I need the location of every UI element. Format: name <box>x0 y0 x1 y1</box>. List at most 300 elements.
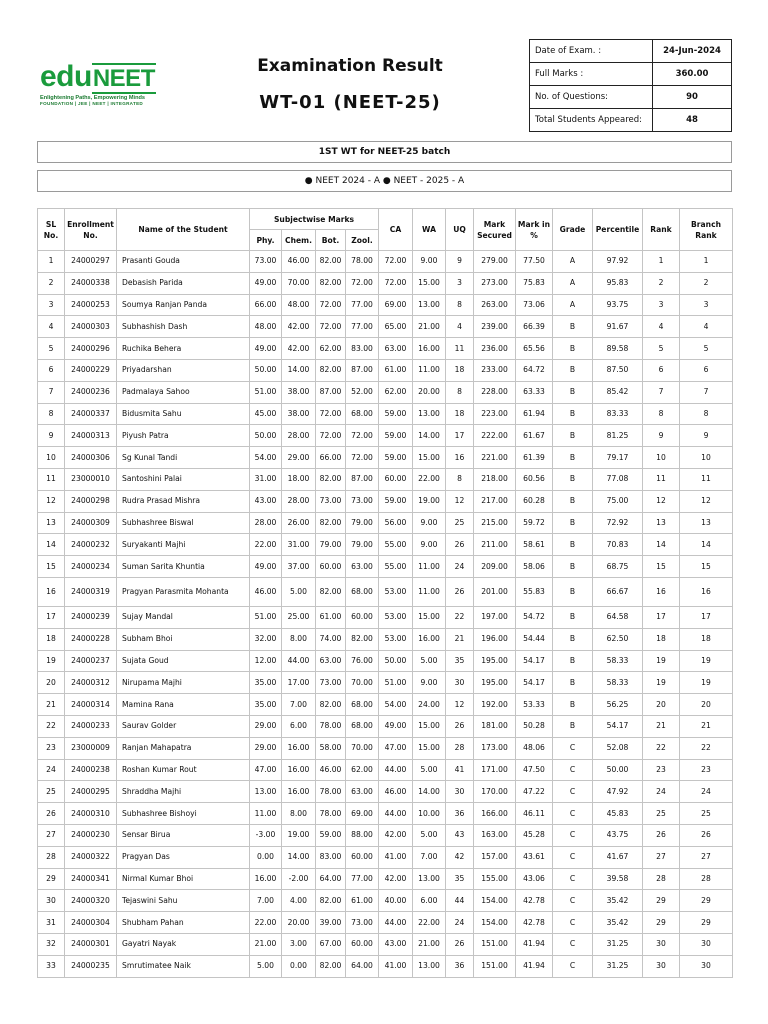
cell-mark-secured: 273.00 <box>474 272 516 294</box>
cell-rank: 30 <box>643 955 680 977</box>
cell-percentile: 56.25 <box>593 694 643 716</box>
cell-zool: 72.00 <box>346 447 379 469</box>
cell-rank: 25 <box>643 803 680 825</box>
logo-tagline: Enlightening Paths, Empowering Minds <box>40 95 146 101</box>
cell-branch-rank: 20 <box>680 694 733 716</box>
cell-phy: 49.00 <box>250 272 282 294</box>
cell-mark-secured: 195.00 <box>474 650 516 672</box>
cell-uq: 21 <box>446 628 474 650</box>
cell-phy: 5.00 <box>250 955 282 977</box>
cell-grade: B <box>553 359 593 381</box>
cell-ca: 49.00 <box>379 715 413 737</box>
cell-name: Gayatri Nayak <box>117 933 250 955</box>
cell-mark-secured: 239.00 <box>474 316 516 338</box>
cell-zool: 68.00 <box>346 403 379 425</box>
cell-mark-secured: 166.00 <box>474 803 516 825</box>
cell-zool: 70.00 <box>346 672 379 694</box>
cell-phy: 51.00 <box>250 381 282 403</box>
cell-grade: B <box>553 650 593 672</box>
cell-grade: A <box>553 294 593 316</box>
cell-mark-secured: 197.00 <box>474 606 516 628</box>
cell-wa: 21.00 <box>413 316 446 338</box>
cell-percentile: 95.83 <box>593 272 643 294</box>
cell-rank: 30 <box>643 933 680 955</box>
cell-bot: 72.00 <box>316 294 346 316</box>
cell-bot: 67.00 <box>316 933 346 955</box>
cell-zool: 73.00 <box>346 912 379 934</box>
table-row <box>38 425 733 447</box>
cell-uq: 9 <box>446 251 474 273</box>
cell-name: Ranjan Mahapatra <box>117 737 250 759</box>
cell-branch-rank: 25 <box>680 803 733 825</box>
cell-wa: 11.00 <box>413 359 446 381</box>
cell-wa: 15.00 <box>413 272 446 294</box>
cell-percentile: 58.33 <box>593 672 643 694</box>
cell-wa: 6.00 <box>413 890 446 912</box>
cell-rank: 3 <box>643 294 680 316</box>
cell-percentile: 41.67 <box>593 846 643 868</box>
cell-rank: 15 <box>643 556 680 578</box>
cell-grade: C <box>553 955 593 977</box>
cell-sl: 30 <box>38 890 65 912</box>
cell-chem: 37.00 <box>282 556 316 578</box>
cell-branch-rank: 3 <box>680 294 733 316</box>
cell-phy: 13.00 <box>250 781 282 803</box>
cell-uq: 8 <box>446 381 474 403</box>
cell-branch-rank: 5 <box>680 338 733 360</box>
cell-mark-percent: 45.28 <box>516 824 553 846</box>
cell-grade: B <box>553 447 593 469</box>
cell-percentile: 45.83 <box>593 803 643 825</box>
cell-rank: 7 <box>643 381 680 403</box>
table-row <box>38 272 733 294</box>
cell-wa: 13.00 <box>413 955 446 977</box>
cell-grade: B <box>553 403 593 425</box>
cell-sl: 5 <box>38 338 65 360</box>
cell-mark-secured: 263.00 <box>474 294 516 316</box>
cell-bot: 73.00 <box>316 672 346 694</box>
cell-ca: 44.00 <box>379 803 413 825</box>
cell-sl: 29 <box>38 868 65 890</box>
cell-percentile: 83.33 <box>593 403 643 425</box>
cell-uq: 3 <box>446 272 474 294</box>
cell-uq: 22 <box>446 606 474 628</box>
cell-mark-secured: 154.00 <box>474 890 516 912</box>
cell-name: Suryakanti Majhi <box>117 534 250 556</box>
cell-mark-percent: 43.61 <box>516 846 553 868</box>
cell-rank: 5 <box>643 338 680 360</box>
cell-grade: B <box>553 490 593 512</box>
header-ca: CA <box>379 209 413 251</box>
cell-rank: 1 <box>643 251 680 273</box>
cell-grade: B <box>553 606 593 628</box>
cell-branch-rank: 24 <box>680 781 733 803</box>
cell-enrollment: 24000310 <box>65 803 117 825</box>
cell-percentile: 79.17 <box>593 447 643 469</box>
cell-rank: 8 <box>643 403 680 425</box>
cell-mark-percent: 60.56 <box>516 468 553 490</box>
cell-sl: 12 <box>38 490 65 512</box>
cell-chem: 6.00 <box>282 715 316 737</box>
cell-uq: 30 <box>446 672 474 694</box>
cell-chem: 29.00 <box>282 447 316 469</box>
cell-name: Subhashree Biswal <box>117 512 250 534</box>
cell-chem: 46.00 <box>282 251 316 273</box>
cell-uq: 28 <box>446 737 474 759</box>
cell-bot: 78.00 <box>316 715 346 737</box>
cell-uq: 26 <box>446 534 474 556</box>
info-value: 360.00 <box>653 63 732 86</box>
cell-enrollment: 24000229 <box>65 359 117 381</box>
cell-ca: 53.00 <box>379 606 413 628</box>
cell-mark-secured: 211.00 <box>474 534 516 556</box>
cell-phy: 29.00 <box>250 715 282 737</box>
cell-branch-rank: 19 <box>680 672 733 694</box>
cell-zool: 78.00 <box>346 251 379 273</box>
cell-mark-percent: 54.17 <box>516 650 553 672</box>
cell-wa: 7.00 <box>413 846 446 868</box>
cell-uq: 8 <box>446 294 474 316</box>
cell-wa: 13.00 <box>413 868 446 890</box>
cell-rank: 19 <box>643 672 680 694</box>
cell-ca: 55.00 <box>379 556 413 578</box>
cell-mark-percent: 58.61 <box>516 534 553 556</box>
cell-zool: 77.00 <box>346 294 379 316</box>
cell-wa: 24.00 <box>413 694 446 716</box>
cell-phy: 31.00 <box>250 468 282 490</box>
cell-phy: -3.00 <box>250 824 282 846</box>
table-row <box>38 759 733 781</box>
exam-info-table <box>529 39 732 132</box>
table-row <box>38 846 733 868</box>
cell-branch-rank: 17 <box>680 606 733 628</box>
cell-sl: 23 <box>38 737 65 759</box>
cell-bot: 82.00 <box>316 251 346 273</box>
cell-rank: 4 <box>643 316 680 338</box>
cell-phy: 22.00 <box>250 534 282 556</box>
cell-name: Sujata Goud <box>117 650 250 672</box>
cell-enrollment: 24000237 <box>65 650 117 672</box>
cell-grade: B <box>553 316 593 338</box>
cell-sl: 17 <box>38 606 65 628</box>
cell-name: Subhashish Dash <box>117 316 250 338</box>
info-value: 48 <box>653 109 732 132</box>
cell-sl: 25 <box>38 781 65 803</box>
cell-wa: 15.00 <box>413 737 446 759</box>
cell-rank: 12 <box>643 490 680 512</box>
cell-mark-percent: 47.50 <box>516 759 553 781</box>
cell-grade: B <box>553 694 593 716</box>
cell-mark-secured: 209.00 <box>474 556 516 578</box>
cell-sl: 20 <box>38 672 65 694</box>
cell-wa: 5.00 <box>413 824 446 846</box>
cell-phy: 28.00 <box>250 512 282 534</box>
cell-wa: 9.00 <box>413 534 446 556</box>
cell-chem: 16.00 <box>282 759 316 781</box>
table-row <box>38 912 733 934</box>
cell-zool: 60.00 <box>346 933 379 955</box>
cell-wa: 22.00 <box>413 912 446 934</box>
cell-zool: 62.00 <box>346 759 379 781</box>
cell-wa: 15.00 <box>413 447 446 469</box>
cell-branch-rank: 6 <box>680 359 733 381</box>
cell-chem: 8.00 <box>282 803 316 825</box>
cell-zool: 72.00 <box>346 425 379 447</box>
cell-sl: 2 <box>38 272 65 294</box>
cell-ca: 46.00 <box>379 781 413 803</box>
table-row <box>38 824 733 846</box>
table-row <box>38 294 733 316</box>
cell-mark-percent: 61.39 <box>516 447 553 469</box>
cell-ca: 61.00 <box>379 359 413 381</box>
cell-chem: 70.00 <box>282 272 316 294</box>
cell-bot: 61.00 <box>316 606 346 628</box>
cell-mark-percent: 66.39 <box>516 316 553 338</box>
cell-name: Smrutimatee Naik <box>117 955 250 977</box>
cell-wa: 9.00 <box>413 512 446 534</box>
cell-mark-percent: 60.28 <box>516 490 553 512</box>
cell-enrollment: 24000301 <box>65 933 117 955</box>
cell-percentile: 54.17 <box>593 715 643 737</box>
cell-branch-rank: 4 <box>680 316 733 338</box>
cell-branch-rank: 12 <box>680 490 733 512</box>
cell-mark-percent: 54.72 <box>516 606 553 628</box>
cell-mark-secured: 228.00 <box>474 381 516 403</box>
cell-percentile: 35.42 <box>593 912 643 934</box>
cell-grade: B <box>553 338 593 360</box>
cell-enrollment: 24000253 <box>65 294 117 316</box>
table-row <box>38 577 733 606</box>
cell-ca: 56.00 <box>379 512 413 534</box>
cell-zool: 72.00 <box>346 272 379 294</box>
cell-enrollment: 24000239 <box>65 606 117 628</box>
cell-sl: 28 <box>38 846 65 868</box>
info-row <box>530 86 732 109</box>
cell-percentile: 81.25 <box>593 425 643 447</box>
cell-phy: 73.00 <box>250 251 282 273</box>
cell-mark-secured: 215.00 <box>474 512 516 534</box>
cell-name: Shraddha Majhi <box>117 781 250 803</box>
cell-mark-percent: 48.06 <box>516 737 553 759</box>
cell-chem: 20.00 <box>282 912 316 934</box>
cell-mark-secured: 171.00 <box>474 759 516 781</box>
cell-ca: 41.00 <box>379 846 413 868</box>
cell-phy: 46.00 <box>250 577 282 606</box>
cell-mark-percent: 54.44 <box>516 628 553 650</box>
cell-phy: 50.00 <box>250 425 282 447</box>
header-sl: SL No. <box>38 209 65 251</box>
cell-sl: 33 <box>38 955 65 977</box>
cell-ca: 59.00 <box>379 425 413 447</box>
cell-name: Soumya Ranjan Panda <box>117 294 250 316</box>
cell-phy: 43.00 <box>250 490 282 512</box>
header-enrollment: Enrollment No. <box>65 209 117 251</box>
header-percentile: Percentile <box>593 209 643 251</box>
cell-chem: 42.00 <box>282 316 316 338</box>
cell-enrollment: 24000306 <box>65 447 117 469</box>
cell-mark-percent: 53.33 <box>516 694 553 716</box>
cell-ca: 40.00 <box>379 890 413 912</box>
cell-percentile: 77.08 <box>593 468 643 490</box>
cell-uq: 36 <box>446 803 474 825</box>
cell-chem: 19.00 <box>282 824 316 846</box>
cell-uq: 24 <box>446 912 474 934</box>
cell-mark-percent: 41.94 <box>516 933 553 955</box>
cell-rank: 11 <box>643 468 680 490</box>
cell-phy: 22.00 <box>250 912 282 934</box>
cell-chem: 17.00 <box>282 672 316 694</box>
cell-enrollment: 24000236 <box>65 381 117 403</box>
logo-subline: FOUNDATION | JEE | NEET | INTEGRATED <box>40 101 144 106</box>
cell-wa: 9.00 <box>413 251 446 273</box>
cell-mark-secured: 201.00 <box>474 577 516 606</box>
cell-enrollment: 24000309 <box>65 512 117 534</box>
cell-rank: 29 <box>643 890 680 912</box>
batch-banner: 1ST WT for NEET-25 batch <box>37 141 732 163</box>
cell-grade: A <box>553 251 593 273</box>
cell-uq: 35 <box>446 868 474 890</box>
cell-enrollment: 24000296 <box>65 338 117 360</box>
info-label: No. of Questions: <box>530 86 653 109</box>
cell-mark-secured: 181.00 <box>474 715 516 737</box>
cell-branch-rank: 9 <box>680 425 733 447</box>
table-row <box>38 316 733 338</box>
cell-uq: 4 <box>446 316 474 338</box>
cell-branch-rank: 13 <box>680 512 733 534</box>
cell-sl: 3 <box>38 294 65 316</box>
cell-zool: 87.00 <box>346 359 379 381</box>
cell-zool: 68.00 <box>346 715 379 737</box>
cell-grade: C <box>553 890 593 912</box>
header-name: Name of the Student <box>117 209 250 251</box>
info-label: Full Marks : <box>530 63 653 86</box>
cell-uq: 8 <box>446 468 474 490</box>
page-title: Examination Result <box>257 56 443 76</box>
cell-zool: 79.00 <box>346 534 379 556</box>
cell-rank: 6 <box>643 359 680 381</box>
cell-zool: 60.00 <box>346 846 379 868</box>
logo-wordmark: eduNEET <box>40 60 155 93</box>
cell-uq: 18 <box>446 359 474 381</box>
cell-branch-rank: 21 <box>680 715 733 737</box>
cell-rank: 22 <box>643 737 680 759</box>
cell-mark-secured: 222.00 <box>474 425 516 447</box>
cell-branch-rank: 18 <box>680 628 733 650</box>
cell-wa: 5.00 <box>413 650 446 672</box>
cell-mark-secured: 163.00 <box>474 824 516 846</box>
header-grade: Grade <box>553 209 593 251</box>
cell-zool: 77.00 <box>346 868 379 890</box>
cell-enrollment: 24000320 <box>65 890 117 912</box>
cell-phy: 35.00 <box>250 672 282 694</box>
cell-percentile: 47.92 <box>593 781 643 803</box>
cell-uq: 26 <box>446 577 474 606</box>
cell-bot: 74.00 <box>316 628 346 650</box>
target-banner: ● NEET 2024 - A ● NEET - 2025 - A <box>37 170 732 192</box>
cell-mark-percent: 64.72 <box>516 359 553 381</box>
cell-percentile: 85.42 <box>593 381 643 403</box>
cell-mark-secured: 236.00 <box>474 338 516 360</box>
header-phy: Phy. <box>250 230 282 251</box>
cell-ca: 69.00 <box>379 294 413 316</box>
cell-phy: 50.00 <box>250 359 282 381</box>
cell-name: Pragyan Parasmita Mohanta <box>117 577 250 606</box>
cell-grade: B <box>553 512 593 534</box>
cell-percentile: 93.75 <box>593 294 643 316</box>
table-row <box>38 890 733 912</box>
cell-ca: 72.00 <box>379 251 413 273</box>
cell-branch-rank: 29 <box>680 912 733 934</box>
cell-enrollment: 24000230 <box>65 824 117 846</box>
cell-ca: 55.00 <box>379 534 413 556</box>
cell-name: Roshan Kumar Rout <box>117 759 250 781</box>
cell-bot: 82.00 <box>316 955 346 977</box>
cell-rank: 24 <box>643 781 680 803</box>
cell-ca: 53.00 <box>379 628 413 650</box>
cell-mark-secured: 221.00 <box>474 447 516 469</box>
cell-mark-percent: 65.56 <box>516 338 553 360</box>
header-wa: WA <box>413 209 446 251</box>
cell-chem: -2.00 <box>282 868 316 890</box>
cell-ca: 72.00 <box>379 272 413 294</box>
cell-enrollment: 24000322 <box>65 846 117 868</box>
cell-phy: 54.00 <box>250 447 282 469</box>
cell-mark-secured: 279.00 <box>474 251 516 273</box>
cell-name: Saurav Golder <box>117 715 250 737</box>
cell-grade: C <box>553 846 593 868</box>
cell-mark-percent: 73.06 <box>516 294 553 316</box>
cell-rank: 19 <box>643 650 680 672</box>
cell-name: Sensar Birua <box>117 824 250 846</box>
table-row <box>38 628 733 650</box>
cell-bot: 62.00 <box>316 338 346 360</box>
cell-chem: 18.00 <box>282 468 316 490</box>
cell-mark-secured: 151.00 <box>474 955 516 977</box>
cell-name: Prasanti Gouda <box>117 251 250 273</box>
cell-percentile: 91.67 <box>593 316 643 338</box>
cell-sl: 4 <box>38 316 65 338</box>
cell-ca: 62.00 <box>379 381 413 403</box>
cell-sl: 24 <box>38 759 65 781</box>
cell-branch-rank: 30 <box>680 955 733 977</box>
cell-uq: 12 <box>446 694 474 716</box>
cell-grade: B <box>553 468 593 490</box>
cell-mark-percent: 58.06 <box>516 556 553 578</box>
cell-name: Tejaswini Sahu <box>117 890 250 912</box>
cell-uq: 25 <box>446 512 474 534</box>
cell-branch-rank: 1 <box>680 251 733 273</box>
cell-wa: 10.00 <box>413 803 446 825</box>
cell-ca: 65.00 <box>379 316 413 338</box>
cell-ca: 53.00 <box>379 577 413 606</box>
cell-name: Shubham Pahan <box>117 912 250 934</box>
cell-bot: 73.00 <box>316 490 346 512</box>
table-row <box>38 803 733 825</box>
cell-branch-rank: 8 <box>680 403 733 425</box>
cell-bot: 82.00 <box>316 468 346 490</box>
table-row <box>38 955 733 977</box>
cell-rank: 14 <box>643 534 680 556</box>
cell-phy: 47.00 <box>250 759 282 781</box>
cell-chem: 28.00 <box>282 425 316 447</box>
cell-phy: 29.00 <box>250 737 282 759</box>
cell-chem: 8.00 <box>282 628 316 650</box>
cell-bot: 39.00 <box>316 912 346 934</box>
cell-branch-rank: 28 <box>680 868 733 890</box>
cell-rank: 27 <box>643 846 680 868</box>
cell-enrollment: 24000235 <box>65 955 117 977</box>
cell-wa: 14.00 <box>413 425 446 447</box>
